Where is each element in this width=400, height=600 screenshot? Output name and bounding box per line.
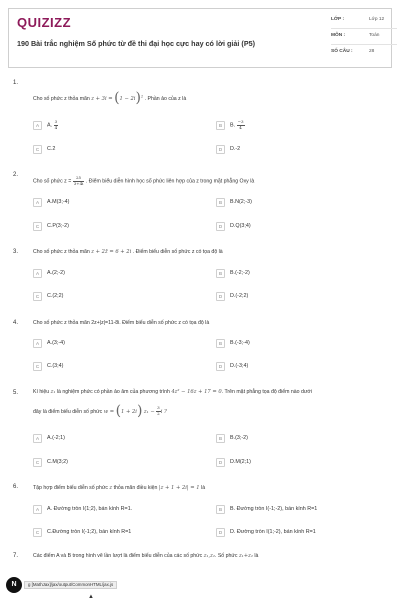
option-letter: A: [33, 505, 42, 514]
question-number: 1.: [13, 80, 19, 86]
option-text: D.Q(3;4): [230, 223, 251, 229]
option-text: B. Đường tròn I(-1;-2), bán kính R=1: [230, 506, 318, 512]
option-letter: D: [216, 145, 225, 154]
option-letter: C: [33, 222, 42, 231]
option-text: A. $\frac{3}{4}$: [47, 119, 58, 130]
quizizz-logo: QUIZIZZ: [17, 15, 72, 30]
option-letter: A: [33, 339, 42, 348]
meta-subject-label: MÔN :: [331, 33, 346, 38]
option-text: B.(3;-2): [230, 435, 248, 441]
option-letter: D: [216, 292, 225, 301]
option-text: C.P(3;-2): [47, 223, 69, 229]
option-letter: D: [216, 528, 225, 537]
option-letter: A: [33, 121, 42, 130]
option-letter: A: [33, 434, 42, 443]
option-letter: B: [216, 505, 225, 514]
option-text: C.M(3;2): [47, 459, 68, 465]
question-text: Cho số phức z thỏa mãn z + 2z̄ = 6 + 2i . Điểm biểu diễn số phức z có tọa độ là: [33, 249, 223, 255]
question-text: Tập hợp điểm biểu diễn số phức z thỏa mãn điều kiện |z + 1 + 2i| = 1 là: [33, 485, 206, 491]
option-text: D.-2: [230, 146, 241, 152]
option-text: A.(3;-4): [47, 340, 65, 346]
option-text: C.2: [47, 146, 56, 152]
option-text: A.(-2;1): [47, 435, 65, 441]
option-letter: C: [33, 528, 42, 537]
meta-count-label: SỐ CÂU :: [331, 49, 353, 54]
option-letter: A: [33, 269, 42, 278]
option-text: D.(-3;4): [230, 363, 249, 369]
meta-count: [331, 49, 397, 61]
meta-subject: [331, 33, 397, 45]
page-title: 190 Bài trắc nghiệm Số phức từ đề thi đại học cực hay có lời giải (P5): [17, 39, 256, 48]
question-text: Cho số phức z thỏa mãn 2z+|z|=11-8i. Điểm biểu diễn số phức z có tọa độ là: [33, 320, 210, 326]
question-text: Cho số phức z thỏa mãn $z + 3i = (1 - 2i)^2$ . Phần ảo của z là: [33, 90, 187, 106]
question-text: Cho số phức z = $\frac{25}{3+4i}$ . Điểm biểu diễn hình học số phức liên hợp của z trong mặt phẳng Oxy là: [33, 175, 255, 186]
option-text: C.Đường tròn I(-1;2), bán kính R=1: [47, 529, 132, 535]
option-text: A.(2;-2): [47, 270, 65, 276]
option-letter: A: [33, 198, 42, 207]
option-text: D.M(2;1): [230, 459, 251, 465]
question-text: Các điểm A và B trong hình vẽ lần lượt là điểm biểu diễn của các số phức z₁,z₂. Số phức z₁+z₂ là: [33, 553, 259, 559]
meta-subject-value: Toán: [369, 33, 380, 38]
option-text: A. Đường tròn I(1;2), bán kính R=1.: [47, 506, 133, 512]
option-text: B. $\frac{-3}{4}$: [230, 119, 244, 130]
cursor-icon: ▲: [88, 594, 94, 600]
option-letter: C: [33, 362, 42, 371]
option-text: B.(-3;-4): [230, 340, 250, 346]
meta-class-label: LỚP :: [331, 17, 345, 22]
option-text: A.M(3;-4): [47, 199, 70, 205]
option-letter: C: [33, 145, 42, 154]
option-letter: C: [33, 458, 42, 467]
option-letter: B: [216, 269, 225, 278]
loading-status-text: g [MathJax]/jax/output/CommonHTML/jax.js: [24, 581, 117, 589]
meta-class: [331, 17, 397, 29]
option-letter: D: [216, 222, 225, 231]
document-header: [8, 8, 392, 68]
loading-status-bar: [6, 577, 146, 593]
option-text: B.N(2;-3): [230, 199, 252, 205]
option-letter: C: [33, 292, 42, 301]
option-text: C.(2;2): [47, 293, 64, 299]
question-number: 7.: [13, 553, 19, 559]
question-number: 6.: [13, 484, 19, 490]
option-letter: D: [216, 458, 225, 467]
question-text: Kí hiệu z₁ là nghiệm phức có phần ảo âm của phương trình 4z² − 16z + 17 = 0. Trên mặt phẳng tọa độ điểm nào dưới đây là điểm biểu diễn số phức w = (1 + 2i) z₁ − $\frac{3}{2}$ i ?: [33, 389, 312, 419]
option-letter: B: [216, 121, 225, 130]
option-letter: B: [216, 434, 225, 443]
question-number: 5.: [13, 390, 19, 396]
option-letter: B: [216, 339, 225, 348]
question-number: 2.: [13, 172, 19, 178]
question-number: 3.: [13, 249, 19, 255]
meta-count-value: 28: [369, 49, 375, 54]
meta-class-value: Lớp 12: [369, 17, 385, 22]
option-text: D.(-2;2): [230, 293, 249, 299]
option-text: C.(3;4): [47, 363, 64, 369]
n-badge-icon[interactable]: N: [6, 577, 22, 593]
option-letter: B: [216, 198, 225, 207]
option-text: D. Đường tròn I(1;-2), bán kính R=1: [230, 529, 316, 535]
option-text: B.(-2;-2): [230, 270, 250, 276]
question-number: 4.: [13, 320, 19, 326]
option-letter: D: [216, 362, 225, 371]
